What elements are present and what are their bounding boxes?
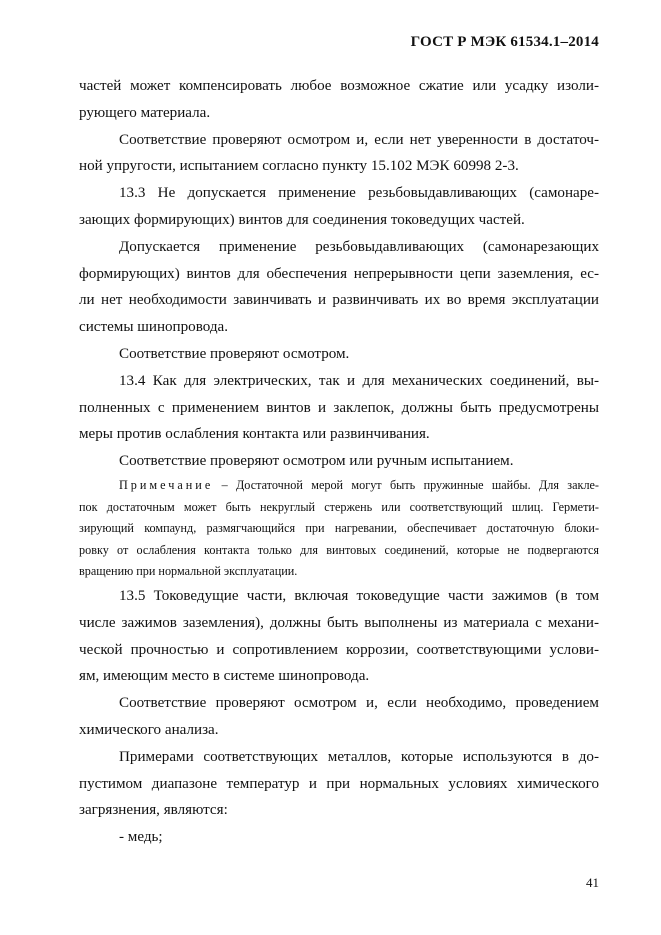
text-line: 13.4 Как для электрических, так и для механических соединений, вы- bbox=[119, 372, 599, 389]
text-line: ческой прочностью и сопротивлением коррозии, соответствующими услови- bbox=[79, 641, 599, 658]
note-line: ровку от ослабления контакта только для винтовых соединений, которые не подвергаются bbox=[79, 542, 599, 557]
paragraph bbox=[79, 448, 599, 475]
text-line: - медь; bbox=[119, 829, 163, 846]
paragraph bbox=[79, 744, 599, 824]
text-line: Соответствие проверяют осмотром или ручным испытанием. bbox=[119, 453, 514, 470]
text-line: Соответствие проверяют осмотром. bbox=[119, 345, 350, 362]
page-body bbox=[79, 73, 599, 851]
note-block bbox=[79, 475, 599, 583]
text-line: ной упругости, испытанием согласно пункту 15.102 МЭК 60998 2-3. bbox=[79, 158, 519, 175]
clause-13-4 bbox=[79, 368, 599, 448]
clause-13-5 bbox=[79, 583, 599, 690]
clause-13-3 bbox=[79, 180, 599, 234]
text-line: Соответствие проверяют осмотром и, если нет уверенности в достаточ- bbox=[119, 131, 599, 148]
paragraph bbox=[79, 690, 599, 744]
text-line: Допускается применение резьбовыдавливающих (самонарезающих bbox=[119, 238, 599, 255]
page-number: 41 bbox=[586, 875, 599, 890]
text-line: рующего материала. bbox=[79, 104, 211, 121]
note-label: Примечание bbox=[119, 477, 214, 492]
document-header: ГОСТ Р МЭК 61534.1–2014 bbox=[410, 34, 599, 50]
text-line: Примерами соответствующих металлов, которые используются в до- bbox=[119, 748, 599, 765]
text-line: загрязнения, являются: bbox=[79, 802, 228, 819]
note-line bbox=[79, 475, 599, 497]
paragraph bbox=[79, 341, 599, 368]
text-line: частей может компенсировать любое возможное сжатие или усадку изоли- bbox=[79, 78, 599, 94]
paragraph bbox=[79, 234, 599, 341]
text-line: формирующих) винтов для обеспечения непрерывности цепи заземления, ес- bbox=[79, 265, 599, 282]
paragraph bbox=[79, 127, 599, 181]
paragraph bbox=[79, 73, 599, 127]
note-text: – Достаточной мерой могут быть пружинные шайбы. Для закле- bbox=[213, 477, 599, 492]
note-line: зирующий компаунд, размягчающийся при нагревании, обеспечивает достаточную блоки- bbox=[79, 521, 599, 536]
text-line: ли нет необходимости завинчивать и развинчивать их во время эксплуатации bbox=[79, 292, 599, 309]
text-line: системы шинопровода. bbox=[79, 319, 229, 336]
text-line: 13.3 Не допускается применение резьбовыдавливающих (самонаре- bbox=[119, 185, 599, 202]
text-line: химического анализа. bbox=[79, 721, 219, 738]
note-line: вращению при нормальной эксплуатации. bbox=[79, 564, 298, 579]
note-line: пок достаточным может быть некруглый стержень или соответствующий шлиц. Гермети- bbox=[79, 499, 599, 514]
text-line: 13.5 Токоведущие части, включая токоведущие части зажимов (в том bbox=[119, 587, 599, 604]
text-line: Соответствие проверяют осмотром и, если необходимо, проведением bbox=[119, 695, 599, 712]
text-line: зающих формирующих) винтов для соединения токоведущих частей. bbox=[79, 211, 525, 228]
text-line: пустимом диапазоне температур и при нормальных условиях химического bbox=[79, 775, 599, 792]
list-item bbox=[79, 824, 599, 851]
text-line: ям, имеющим место в системе шинопровода. bbox=[79, 668, 370, 685]
text-line: полненных с применением винтов и заклепок, должны быть предусмотрены bbox=[79, 399, 599, 416]
text-line: числе зажимов заземления), должны быть выполнены из материала с механи- bbox=[79, 614, 599, 631]
text-line: меры против ослабления контакта или развинчивания. bbox=[79, 426, 430, 443]
